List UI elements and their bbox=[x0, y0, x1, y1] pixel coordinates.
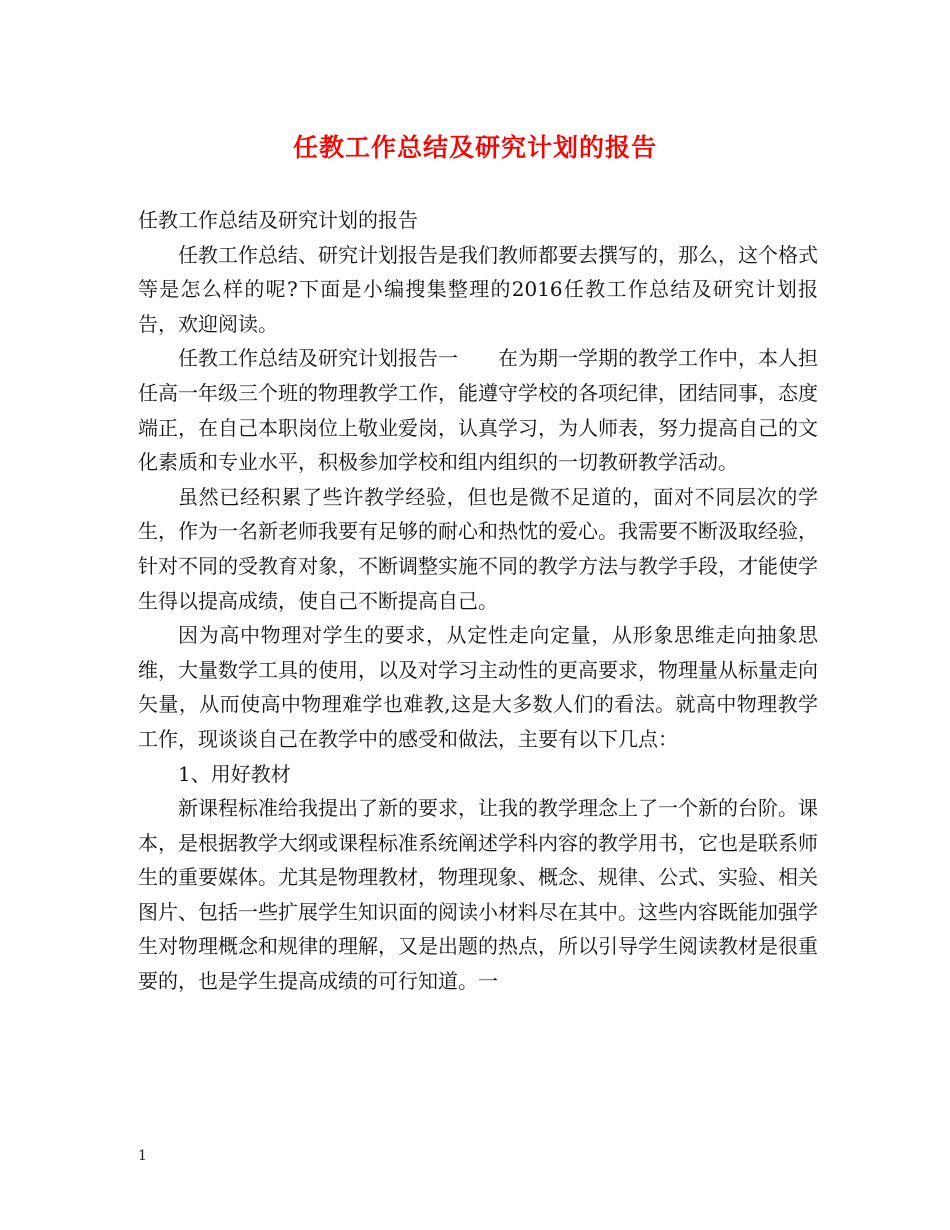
paragraph-intro: 任教工作总结、研究计划报告是我们教师都要去撰写的，那么，这个格式等是怎么样的呢?下面是小编搜集整理的2016任教工作总结及研究计划报告，欢迎阅读。 bbox=[138, 242, 818, 336]
document-body bbox=[138, 203, 818, 999]
paragraph-textbook: 新课程标准给我提出了新的要求，让我的教学理念上了一个新的台阶。课本，是根据教学大纲或课程标准系统阐述学科内容的教学用书，它也是联系师生的重要媒体。尤其是物理教材，物理现象、概念、规律、公式、实验、相关图片、包括一些扩展学生知识面的阅读小材料尽在其中。这些内容既能加强学生对物理概念和规律的理解，又是出题的热点，所以引导学生阅读教材是很重要的，也是学生提高成绩的可行知道。一 bbox=[138, 796, 818, 994]
paragraph-subtitle: 任教工作总结及研究计划的报告 bbox=[138, 208, 418, 232]
document-title: 任教工作总结及研究计划的报告 bbox=[292, 133, 657, 162]
page-number: 1 bbox=[138, 1148, 147, 1164]
section-heading-textbook: 1、用好教材 bbox=[178, 761, 291, 786]
paragraph-physics-requirements: 因为高中物理对学生的要求，从定性走向定量，从形象思维走向抽象思维，大量数学工具的使用，以及对学习主动性的更高要求，物理量从标量走向矢量，从而使高中物理难学也难教,这是大多数人们的看法。就高中物理教学工作，现谈谈自己在教学中的感受和做法，主要有以下几点： bbox=[138, 623, 818, 751]
paragraph-report-one: 任教工作总结及研究计划报告一 在为期一学期的教学工作中，本人担任高一年级三个班的物理教学工作，能遵守学校的各项纪律，团结同事，态度端正，在自己本职岗位上敬业爱岗，认真学习，为人师表，努力提高自己的文化素质和专业水平，积极参加学校和组内组织的一切教研教学活动。 bbox=[138, 346, 818, 475]
paragraph-experience: 虽然已经积累了些许教学经验，但也是微不足道的，面对不同层次的学生，作为一名新老师我要有足够的耐心和热忱的爱心。我需要不断汲取经验，针对不同的受教育对象，不断调整实施不同的教学方法与教学手段，才能使学生得以提高成绩，使自己不断提高自己。 bbox=[138, 484, 818, 613]
